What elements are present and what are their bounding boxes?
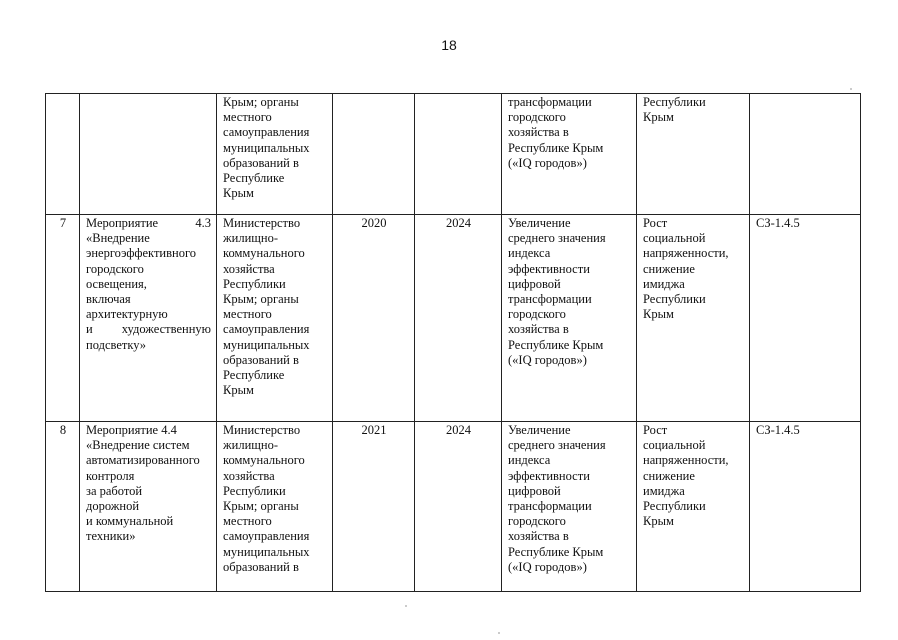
- activity-last-line: подсветку»: [86, 337, 147, 352]
- activities-table: [45, 93, 861, 592]
- result-cell: трансформации городского хозяйства в Республике Крым («IQ городов»): [502, 94, 637, 215]
- code-cell: СЗ-1.4.5: [750, 215, 861, 422]
- end-year-cell: 2024: [415, 215, 502, 422]
- page-number: 18: [441, 37, 457, 53]
- row-number-cell: 8: [46, 422, 80, 592]
- scan-speck: [405, 605, 407, 607]
- code-cell: [750, 94, 861, 215]
- scan-speck: [498, 632, 500, 634]
- row-number-cell: [46, 94, 80, 215]
- code-cell: СЗ-1.4.5: [750, 422, 861, 592]
- risks-cell: Рост социальной напряженности, снижение имиджа Республики Крым: [637, 422, 750, 592]
- start-year-cell: 2020: [333, 215, 415, 422]
- start-year-cell: 2021: [333, 422, 415, 592]
- table-row: [46, 215, 861, 422]
- start-year-cell: [333, 94, 415, 215]
- risks-cell: Республики Крым: [637, 94, 750, 215]
- table-row: [46, 94, 861, 215]
- responsible-cell: Министерство жилищно- коммунального хозяйства Республики Крым; органы местного самоуправления муниципальных образований в: [217, 422, 333, 592]
- activity-cell: Мероприятие 4.4 «Внедрение систем автоматизированного контроля за работой дорожной и коммунальной техники»: [80, 422, 217, 592]
- risks-cell: Рост социальной напряженности, снижение имиджа Республики Крым: [637, 215, 750, 422]
- scan-speck: [850, 88, 852, 90]
- end-year-cell: 2024: [415, 422, 502, 592]
- result-cell: Увеличение среднего значения индекса эффективности цифровой трансформации городского хозяйства в Республике Крым («IQ городов»): [502, 422, 637, 592]
- end-year-cell: [415, 94, 502, 215]
- activity-cell: [80, 94, 217, 215]
- result-cell: Увеличение среднего значения индекса эффективности цифровой трансформации городского хозяйства в Республике Крым («IQ городов»): [502, 215, 637, 422]
- responsible-cell: Крым; органы местного самоуправления муниципальных образований в Республике Крым: [217, 94, 333, 215]
- activity-description: «Внедрение энергоэффективного городского освещения, включая архитектурную: [86, 231, 197, 322]
- activity-justified-line: и художественную: [86, 322, 211, 337]
- activity-title-line: Мероприятие 4.3: [86, 216, 211, 230]
- activity-cell: [80, 215, 217, 422]
- row-number-cell: 7: [46, 215, 80, 422]
- responsible-cell: Министерство жилищно- коммунального хозяйства Республики Крым; органы местного самоуправления муниципальных образований в Республике Крым: [217, 215, 333, 422]
- table-row: [46, 422, 861, 592]
